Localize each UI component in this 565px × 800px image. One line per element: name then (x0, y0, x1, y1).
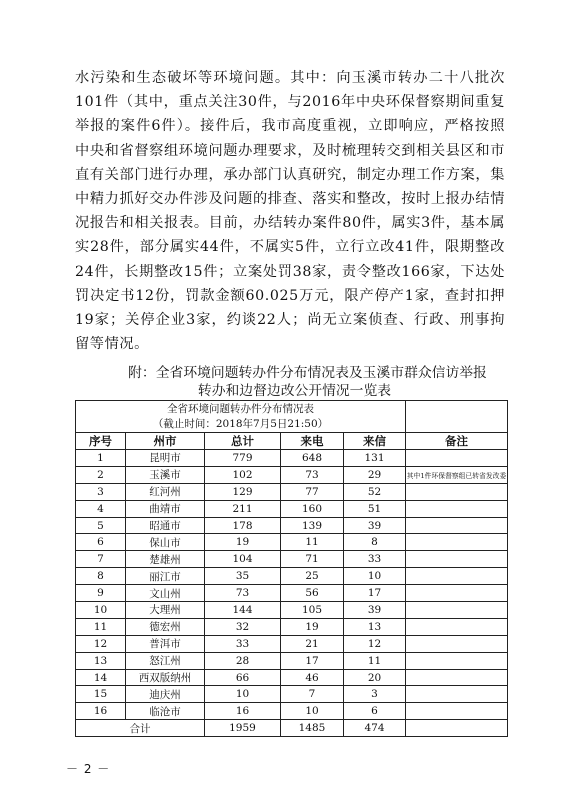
table-row (76, 618, 508, 635)
row-number: 10 (76, 602, 126, 619)
row-phone: 160 (281, 500, 344, 517)
row-total: 10 (205, 686, 281, 703)
header-note: 备注 (406, 433, 508, 450)
table-row (76, 568, 508, 585)
table-row (76, 517, 508, 534)
row-letter: 29 (344, 466, 406, 483)
row-phone: 11 (281, 534, 344, 551)
row-phone: 105 (281, 602, 344, 619)
row-letter: 11 (344, 652, 406, 669)
row-total: 102 (205, 466, 281, 483)
row-total: 19 (205, 534, 281, 551)
row-phone: 46 (281, 669, 344, 686)
row-number: 5 (76, 517, 126, 534)
row-city: 临沧市 (126, 703, 205, 720)
row-number: 15 (76, 686, 126, 703)
row-letter: 3 (344, 686, 406, 703)
row-phone: 25 (281, 568, 344, 585)
row-note (406, 568, 508, 585)
row-note (406, 686, 508, 703)
row-letter: 52 (344, 483, 406, 500)
row-number: 8 (76, 568, 126, 585)
row-total: 129 (205, 483, 281, 500)
attachment-caption (82, 364, 507, 400)
row-phone: 71 (281, 551, 344, 568)
row-letter: 6 (344, 703, 406, 720)
row-total: 28 (205, 652, 281, 669)
table-row (76, 602, 508, 619)
row-phone: 77 (281, 483, 344, 500)
row-city: 怒江州 (126, 652, 205, 669)
row-note (406, 618, 508, 635)
row-total: 32 (205, 618, 281, 635)
row-phone: 19 (281, 618, 344, 635)
table-title-row (76, 401, 508, 433)
row-letter: 20 (344, 669, 406, 686)
body-paragraph-block (75, 66, 505, 356)
row-city: 楚雄州 (126, 551, 205, 568)
row-note (406, 703, 508, 720)
distribution-table (75, 400, 508, 737)
row-number: 2 (76, 466, 126, 483)
row-letter: 12 (344, 635, 406, 652)
total-label: 合计 (76, 720, 205, 737)
row-number: 3 (76, 483, 126, 500)
row-note (406, 534, 508, 551)
row-total: 144 (205, 602, 281, 619)
row-number: 9 (76, 585, 126, 602)
table-row (76, 669, 508, 686)
table-row (76, 635, 508, 652)
row-letter: 39 (344, 517, 406, 534)
row-city: 普洱市 (126, 635, 205, 652)
row-number: 11 (76, 618, 126, 635)
row-city: 昆明市 (126, 450, 205, 467)
row-number: 6 (76, 534, 126, 551)
row-city: 曲靖市 (126, 500, 205, 517)
row-total: 73 (205, 585, 281, 602)
table-title-blank-cell (406, 401, 508, 433)
row-city: 玉溪市 (126, 466, 205, 483)
row-phone: 56 (281, 585, 344, 602)
row-city: 昭通市 (126, 517, 205, 534)
header-city: 州市 (126, 433, 205, 450)
page-number: － 2 － (66, 762, 111, 776)
total-sum: 1959 (205, 720, 281, 737)
row-phone: 10 (281, 703, 344, 720)
row-note (406, 500, 508, 517)
row-city: 迪庆州 (126, 686, 205, 703)
row-letter: 10 (344, 568, 406, 585)
row-letter: 33 (344, 551, 406, 568)
row-note: 其中1件环保督察组已转省发改委 (406, 466, 508, 483)
row-note (406, 450, 508, 467)
row-total: 35 (205, 568, 281, 585)
row-note (406, 517, 508, 534)
row-number: 1 (76, 450, 126, 467)
header-phone: 来电 (281, 433, 344, 450)
row-phone: 73 (281, 466, 344, 483)
row-total: 104 (205, 551, 281, 568)
row-phone: 139 (281, 517, 344, 534)
header-total: 总计 (205, 433, 281, 450)
row-number: 7 (76, 551, 126, 568)
row-letter: 13 (344, 618, 406, 635)
table-title-cell (76, 401, 406, 433)
header-letter: 来信 (344, 433, 406, 450)
row-number: 13 (76, 652, 126, 669)
row-letter: 131 (344, 450, 406, 467)
row-total: 66 (205, 669, 281, 686)
row-letter: 51 (344, 500, 406, 517)
row-letter: 8 (344, 534, 406, 551)
table-row (76, 466, 508, 483)
caption-line-2: 转办和边督边改公开情况一览表 (197, 383, 392, 399)
row-total: 33 (205, 635, 281, 652)
row-city: 丽江市 (126, 568, 205, 585)
row-number: 16 (76, 703, 126, 720)
row-number: 14 (76, 669, 126, 686)
row-city: 保山市 (126, 534, 205, 551)
row-note (406, 652, 508, 669)
row-note (406, 669, 508, 686)
row-phone: 17 (281, 652, 344, 669)
table-row (76, 483, 508, 500)
table-row (76, 652, 508, 669)
row-number: 12 (76, 635, 126, 652)
row-phone: 7 (281, 686, 344, 703)
row-letter: 39 (344, 602, 406, 619)
table-row (76, 551, 508, 568)
row-phone: 648 (281, 450, 344, 467)
header-no: 序号 (76, 433, 126, 450)
table-row (76, 534, 508, 551)
row-note (406, 483, 508, 500)
table-row (76, 686, 508, 703)
row-city: 文山州 (126, 585, 205, 602)
caption-line-1: 附：全省环境问题转办件分布情况表及玉溪市群众信访举报 (128, 365, 487, 381)
total-letter: 474 (344, 720, 406, 737)
table-row (76, 450, 508, 467)
row-note (406, 585, 508, 602)
row-number: 4 (76, 500, 126, 517)
row-total: 178 (205, 517, 281, 534)
row-letter: 17 (344, 585, 406, 602)
row-total: 779 (205, 450, 281, 467)
table-title: 全省环境问题转办件分布情况表 (167, 402, 314, 415)
total-phone: 1485 (281, 720, 344, 737)
table-row (76, 500, 508, 517)
table-subtitle: （截止时间：2018年7月5日21:50） (152, 417, 329, 430)
row-city: 大理州 (126, 602, 205, 619)
table-header-row (76, 433, 508, 450)
table-total-row (76, 720, 508, 737)
body-paragraph: 水污染和生态破坏等环境问题。其中：向玉溪市转办二十八批次101件（其中，重点关注30件，与2016年中央环保督察期间重复举报的案件6件）。接件后，我市高度重视，立即响应，严格按照中央和省督察组环境问题办理要求，及时梳理转交到相关县区和市直有关部门进行办理，承办部门认真研究，制定办理工作方案，集中精力抓好交办件涉及问题的排查、落实和整改，按时上报办结情况报告和相关报表。目前，办结转办案件80件，属实3件，基本属实28件，部分属实44件，不属实5件，立行立改41件，限期整改24件，长期整改15件；立案处罚38家，责令整改166家，下达处罚决定书12份，罚款金额60.025万元，限产停产1家，查封扣押19家；关停企业3家，约谈22人；尚无立案侦查、行政、刑事拘留等情况。 (75, 70, 505, 353)
row-phone: 21 (281, 635, 344, 652)
row-note (406, 602, 508, 619)
row-city: 德宏州 (126, 618, 205, 635)
row-total: 211 (205, 500, 281, 517)
row-city: 红河州 (126, 483, 205, 500)
row-city: 西双版纳州 (126, 669, 205, 686)
table-row (76, 703, 508, 720)
row-note (406, 551, 508, 568)
row-total: 16 (205, 703, 281, 720)
total-note (406, 720, 508, 737)
row-note (406, 635, 508, 652)
table-row (76, 585, 508, 602)
